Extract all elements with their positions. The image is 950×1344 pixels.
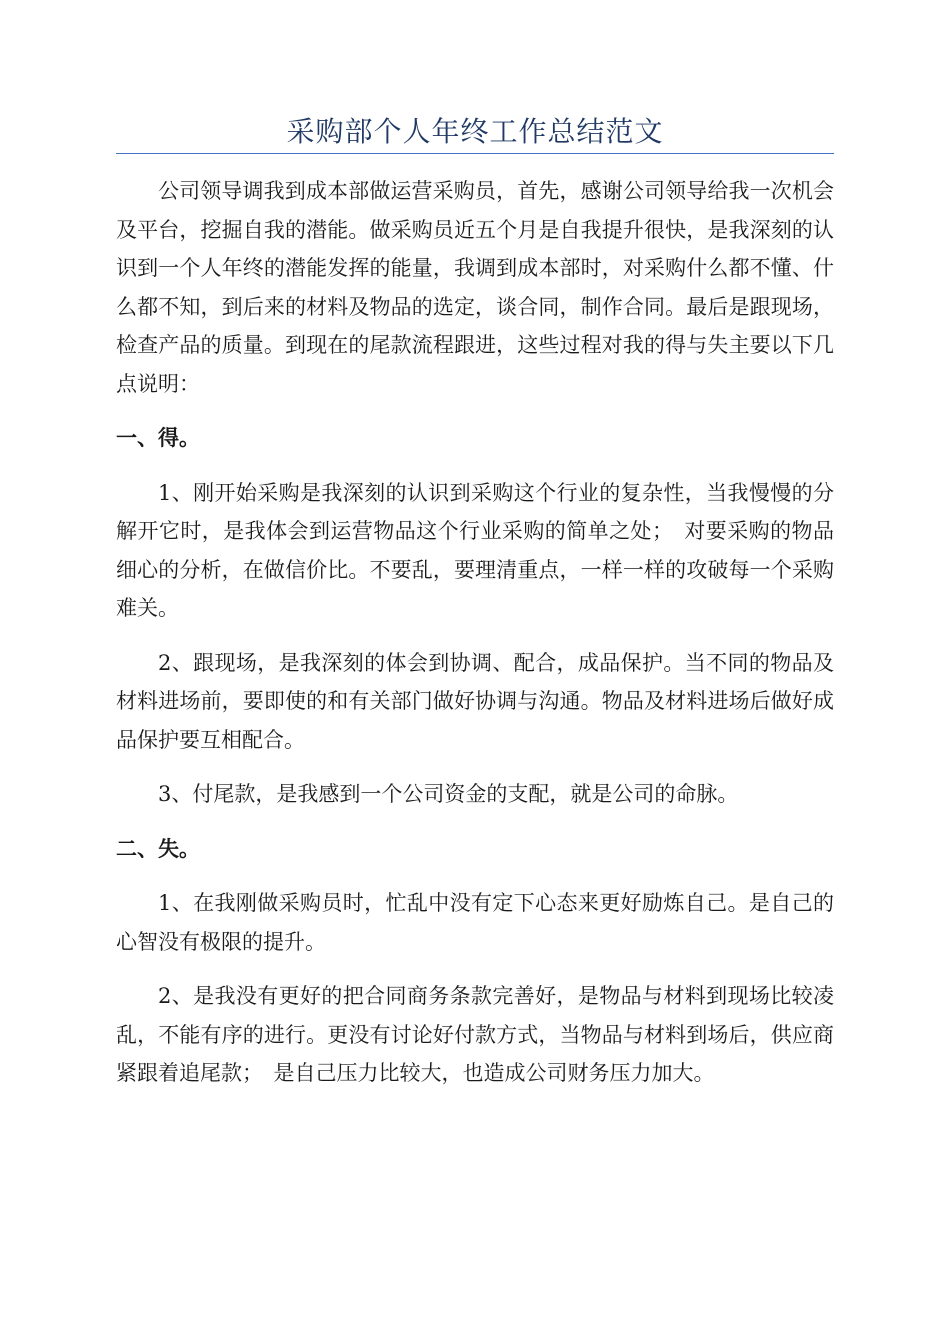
gain-item-1: 1、刚开始采购是我深刻的认识到采购这个行业的复杂性，当我慢慢的分解开它时，是我体会到运营物品这个行业采购的简单之处； 对要采购的物品细心的分析，在做信价比。不要乱，要理清重点，一样一样的攻破每一个采购难关。 (116, 480, 834, 620)
section-heading-losses: 二、失。 (116, 836, 200, 861)
gain-item-2: 2、跟现场，是我深刻的体会到协调、配合，成品保护。当不同的物品及材料进场前，要即使的和有关部门做好协调与沟通。物品及材料进场后做好成品保护要互相配合。 (116, 650, 834, 752)
intro-paragraph: 公司领导调我到成本部做运营采购员，首先，感谢公司领导给我一次机会及平台，挖掘自我的潜能。做采购员近五个月是自我提升很快，是我深刻的认识到一个人年终的潜能发挥的能量，我调到成本部时，对采购什么都不懂、什么都不知，到后来的材料及物品的选定，谈合同，制作合同。最后是跟现场，检查产品的质量。到现在的尾款流程跟进，这些过程对我的得与失主要以下几点说明： (116, 179, 834, 396)
title-underline (116, 153, 834, 154)
document-title: 采购部个人年终工作总结范文 (286, 115, 664, 148)
loss-item-2: 2、是我没有更好的把合同商务条款完善好，是物品与材料到现场比较凌乱，不能有序的进行。更没有讨论好付款方式，当物品与材料到场后，供应商紧跟着追尾款； 是自己压力比较大，也造成公司财务压力加大。 (116, 984, 834, 1085)
loss-item-1: 1、在我刚做采购员时，忙乱中没有定下心态来更好励炼自己。是自己的心智没有极限的提升。 (116, 891, 834, 954)
document-body (116, 172, 834, 1109)
gain-item-3: 3、付尾款，是我感到一个公司资金的支配，就是公司的命脉。 (158, 782, 739, 806)
section-heading-gains: 一、得。 (116, 426, 200, 450)
